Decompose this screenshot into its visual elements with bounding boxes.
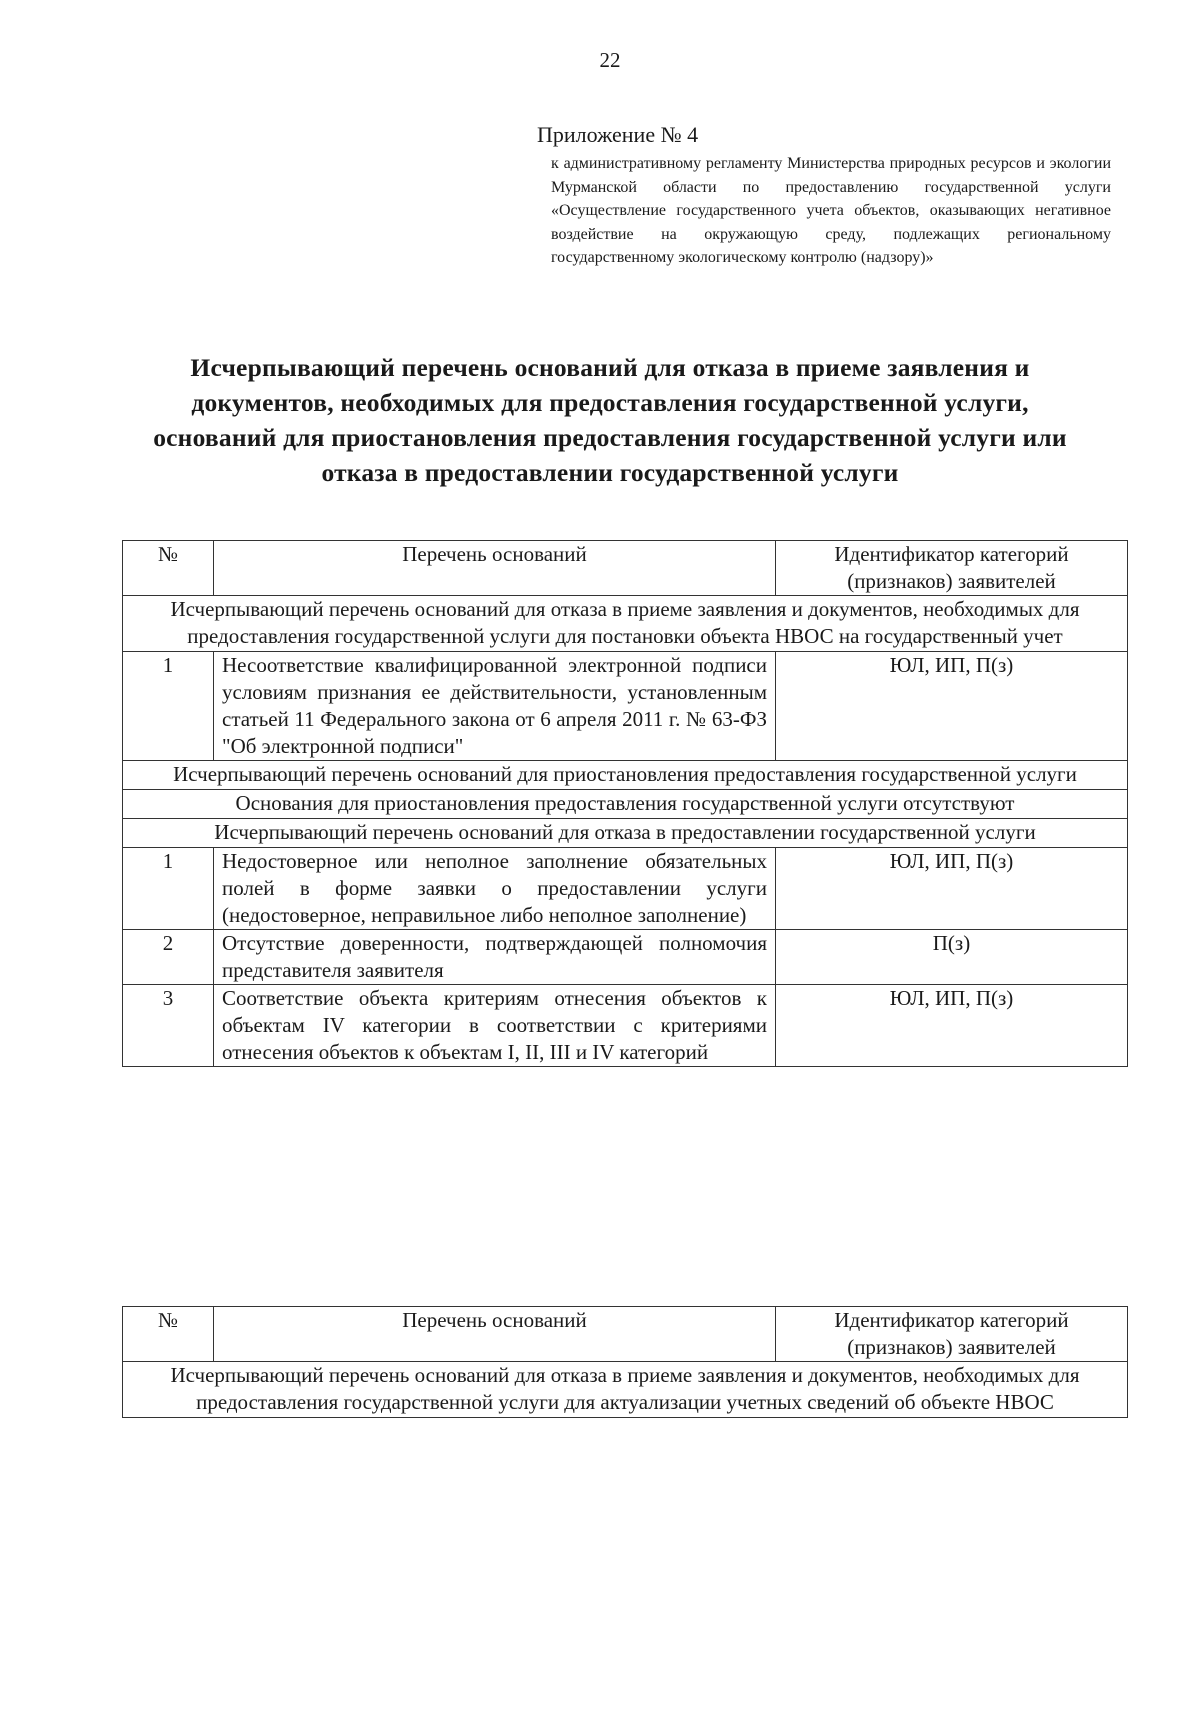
page-number: 22: [599, 48, 621, 72]
table-row: [123, 652, 1128, 761]
row-num: 3: [123, 985, 214, 1067]
section-row: [123, 819, 1128, 848]
table-row: [123, 848, 1128, 930]
row-categories: ЮЛ, ИП, П(з): [776, 848, 1128, 930]
section-row: [123, 761, 1128, 790]
table-row: [123, 930, 1128, 985]
row-num: 1: [123, 652, 214, 761]
section-heading: Исчерпывающий перечень оснований для отказа в предоставлении государственной услуги: [123, 819, 1128, 848]
table-header-row: [123, 1307, 1128, 1362]
reasons-table: [122, 540, 1128, 1067]
header-num: №: [123, 1307, 214, 1362]
table-row: [123, 985, 1128, 1067]
row-num: 2: [123, 930, 214, 985]
section-heading: Исчерпывающий перечень оснований для приостановления предоставления государственной услуги: [123, 761, 1128, 790]
appendix-text: к административному регламенту Министерства природных ресурсов и экологии Мурманской области по предоставлению государственной услуги «Осуществление государственного учета объектов, оказывающих негативное воздействие на окружающую среду, подлежащих региональному государственному экологическому контролю (надзору)»: [551, 155, 1111, 266]
section-note: Основания для приостановления предоставления государственной услуги отсутствуют: [123, 790, 1128, 819]
header-categories: Идентификатор категорий (признаков) заявителей: [776, 1307, 1128, 1362]
appendix-block: [537, 122, 1157, 270]
header-num: №: [123, 541, 214, 596]
header-reasons: Перечень оснований: [214, 1307, 776, 1362]
row-categories: ЮЛ, ИП, П(з): [776, 652, 1128, 761]
section-row: [123, 596, 1128, 652]
document-title: Исчерпывающий перечень оснований для отказа в приеме заявления и документов, необходимых для предоставления государственной услуги, оснований для приостановления предоставления государственной услуги или отказа в предоставлении государственной услуги: [153, 353, 1067, 487]
section-row: [123, 790, 1128, 819]
reasons-table-continued: [122, 1306, 1128, 1418]
row-num: 1: [123, 848, 214, 930]
section-row: [123, 1362, 1128, 1418]
row-reason: Отсутствие доверенности, подтверждающей полномочия представителя заявителя: [214, 930, 776, 985]
table-header-row: [123, 541, 1128, 596]
row-reason: Недостоверное или неполное заполнение обязательных полей в форме заявки о предоставлении услуги (недостоверное, неправильное либо неполное заполнение): [214, 848, 776, 930]
section-heading: Исчерпывающий перечень оснований для отказа в приеме заявления и документов, необходимых для предоставления государственной услуги для актуализации учетных сведений об объекте НВОС: [123, 1362, 1128, 1418]
row-reason: Соответствие объекта критериям отнесения объектов к объектам IV категории в соответствии с критериями отнесения объектов к объектам I, II, III и IV категорий: [214, 985, 776, 1067]
header-categories: Идентификатор категорий (признаков) заявителей: [776, 541, 1128, 596]
row-categories: П(з): [776, 930, 1128, 985]
row-reason: Несоответствие квалифицированной электронной подписи условиям признания ее действительности, установленным статьей 11 Федерального закона от 6 апреля 2011 г. № 63-ФЗ "Об электронной подписи": [214, 652, 776, 761]
appendix-title: Приложение № 4: [537, 122, 699, 147]
row-categories: ЮЛ, ИП, П(з): [776, 985, 1128, 1067]
header-reasons: Перечень оснований: [214, 541, 776, 596]
section-heading: Исчерпывающий перечень оснований для отказа в приеме заявления и документов, необходимых для предоставления государственной услуги для постановки объекта НВОС на государственный учет: [123, 596, 1128, 652]
